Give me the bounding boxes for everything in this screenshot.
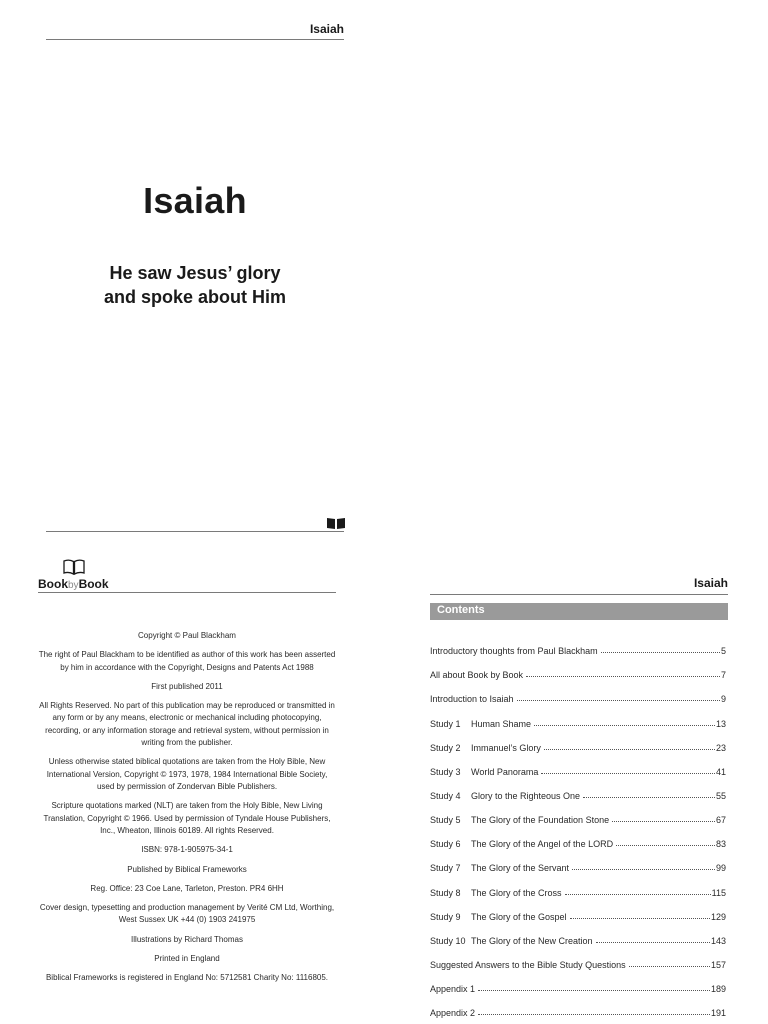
toc-entry[interactable] [430, 704, 726, 728]
toc-page-number: 129 [710, 911, 726, 922]
logo-word-book: Book [38, 577, 68, 591]
toc-study-number: Study 6 [430, 839, 461, 850]
imprint-line: Unless otherwise stated biblical quotations are taken from the Holy Bible, New International Version, Copyright © 1973, 1978, 1984 International Bible Society, used by permission of Zondervan Bible Publishers. [46, 757, 328, 792]
toc-title: World Panorama [471, 766, 539, 777]
book-title: Isaiah [143, 180, 247, 221]
imprint-line: Illustrations by Richard Thomas [131, 934, 243, 944]
imprint-text [38, 630, 336, 991]
toc-dot-leader [565, 894, 711, 895]
toc-dot-leader [570, 918, 710, 919]
subtitle-line-1: He saw Jesus’ glory [109, 263, 281, 283]
imprint-line: All Rights Reserved. No part of this publication may be reproduced or transmitted in any form or by any means, electronic or mechanical including photocopying, recording, or any information storage and retrieval system, without permission in writing from the publisher. [39, 701, 335, 748]
toc-entry[interactable] [430, 801, 726, 825]
toc-entry[interactable] [430, 946, 726, 970]
book-subtitle [46, 261, 344, 309]
toc-page-number: 41 [715, 766, 726, 777]
toc-entry[interactable] [430, 753, 726, 777]
toc-page-number: 99 [715, 863, 726, 874]
imprint-line: Reg. Office: 23 Coe Lane, Tarleton, Preston. PR4 6HH [90, 883, 284, 893]
open-book-icon [63, 558, 85, 575]
toc-title: Glory to the Righteous One [471, 790, 581, 801]
toc-entry[interactable] [430, 656, 726, 680]
toc-title: Immanuel’s Glory [471, 742, 541, 753]
toc-dot-leader [478, 990, 710, 991]
toc-page-number: 23 [715, 742, 726, 753]
toc-entry[interactable] [430, 849, 726, 873]
toc-page-number: 157 [710, 959, 726, 970]
toc-study-number: Study 2 [430, 742, 461, 753]
imprint-line: Copyright © Paul Blackham [138, 631, 236, 640]
bookbybook-logo [38, 558, 118, 592]
toc-entry[interactable] [430, 898, 726, 922]
toc-study-number: Study 5 [430, 815, 461, 826]
toc-page-number: 143 [710, 935, 726, 946]
toc-entry[interactable] [430, 632, 726, 656]
toc-dot-leader [616, 845, 715, 846]
subtitle-line-2: and spoke about Him [103, 287, 287, 307]
toc-dot-leader [526, 676, 720, 677]
toc-study-number: Study 8 [430, 887, 461, 898]
header-rule [430, 594, 728, 595]
toc-title: Appendix 1 [430, 984, 476, 995]
toc-study-number: Study 1 [430, 718, 461, 729]
toc-dot-leader [544, 749, 715, 750]
toc-entry[interactable] [430, 825, 726, 849]
toc-study-number: Study 9 [430, 911, 461, 922]
imprint-line: Cover design, typesetting and production management by Verité CM Ltd, Worthing, West Sussex UK +44 (0) 1903 241975 [39, 903, 335, 925]
logo-word-book: Book [78, 577, 109, 591]
toc-dot-leader [478, 1014, 710, 1015]
toc-title: The Glory of the Servant [471, 863, 570, 874]
toc-title: The Glory of the Gospel [471, 911, 567, 922]
toc-page-number: 115 [711, 887, 726, 898]
toc-page-number: 189 [710, 984, 726, 995]
toc-title: The Glory of the Foundation Stone [471, 815, 610, 826]
toc-dot-leader [534, 725, 715, 726]
toc-title: Appendix 2 [430, 1008, 476, 1019]
toc-page-number: 83 [715, 839, 726, 850]
imprint-line: The right of Paul Blackham to be identified as author of this work has been asserted by him in accordance with the Copyright, Designs and Patents Act 1988 [38, 650, 336, 672]
toc-dot-leader [583, 797, 715, 798]
toc-dot-leader [541, 773, 715, 774]
imprint-line: Scripture quotations marked (NLT) are taken from the Holy Bible, New Living Translation, Copyright © 1966. Used by permission of Tyndale House Publishers, Inc., Wheaton, Illinois 60189. All rights Reserved. [43, 801, 331, 836]
header-rule [46, 39, 344, 40]
toc-study-number: Study 4 [430, 790, 461, 801]
toc-dot-leader [517, 700, 720, 701]
imprint-rule [38, 592, 336, 593]
toc-dot-leader [629, 966, 710, 967]
logo-word-by: by [68, 580, 79, 591]
toc-entry[interactable] [430, 777, 726, 801]
toc-study-number: Study 3 [430, 766, 461, 777]
toc-title: The Glory of the New Creation [471, 935, 593, 946]
open-book-icon [326, 516, 346, 530]
toc-study-number: Study 7 [430, 863, 461, 874]
imprint-line: ISBN: 978-1-905975-34-1 [141, 845, 233, 855]
toc-page-number: 13 [715, 718, 726, 729]
toc-title: The Glory of the Angel of the LORD [471, 839, 614, 850]
toc-title: Suggested Answers to the Bible Study Questions [430, 959, 626, 970]
toc-study-number: Study 10 [430, 935, 466, 946]
imprint-line: Biblical Frameworks is registered in England No: 5712581 Charity No: 1116805. [45, 973, 329, 983]
toc-title: Introductory thoughts from Paul Blackham [430, 646, 598, 657]
toc-entry[interactable] [430, 729, 726, 753]
logo-wordmark [38, 577, 109, 591]
toc-title: Introduction to Isaiah [430, 694, 514, 705]
imprint-line: First published 2011 [151, 681, 223, 691]
toc-dot-leader [596, 942, 710, 943]
running-head: Isaiah [309, 22, 344, 36]
toc-title: Human Shame [471, 718, 532, 729]
imprint-line: Published by Biblical Frameworks [127, 864, 247, 874]
toc-entry[interactable] [430, 970, 726, 994]
running-head: Isaiah [693, 576, 728, 590]
imprint-line: Printed in England [154, 953, 220, 963]
toc-page-number: 55 [715, 790, 726, 801]
toc-page-number: 191 [710, 1008, 726, 1019]
toc-dot-leader [572, 869, 715, 870]
toc-title: All about Book by Book [430, 670, 524, 681]
contents-heading-bar [430, 603, 728, 620]
toc-title: The Glory of the Cross [471, 887, 562, 898]
toc-page-number: 9 [720, 694, 726, 705]
toc-page-number: 67 [715, 815, 726, 826]
toc-dot-leader [612, 821, 715, 822]
toc-entry[interactable] [430, 922, 726, 946]
footer-rule [46, 531, 344, 532]
toc-dot-leader [601, 652, 720, 653]
table-of-contents [430, 632, 726, 1018]
toc-entry[interactable] [430, 680, 726, 704]
toc-entry[interactable] [430, 873, 726, 897]
contents-heading: Contents [437, 604, 485, 616]
toc-page-number: 7 [720, 670, 726, 681]
toc-page-number: 5 [720, 646, 726, 657]
toc-entry[interactable] [430, 994, 726, 1018]
